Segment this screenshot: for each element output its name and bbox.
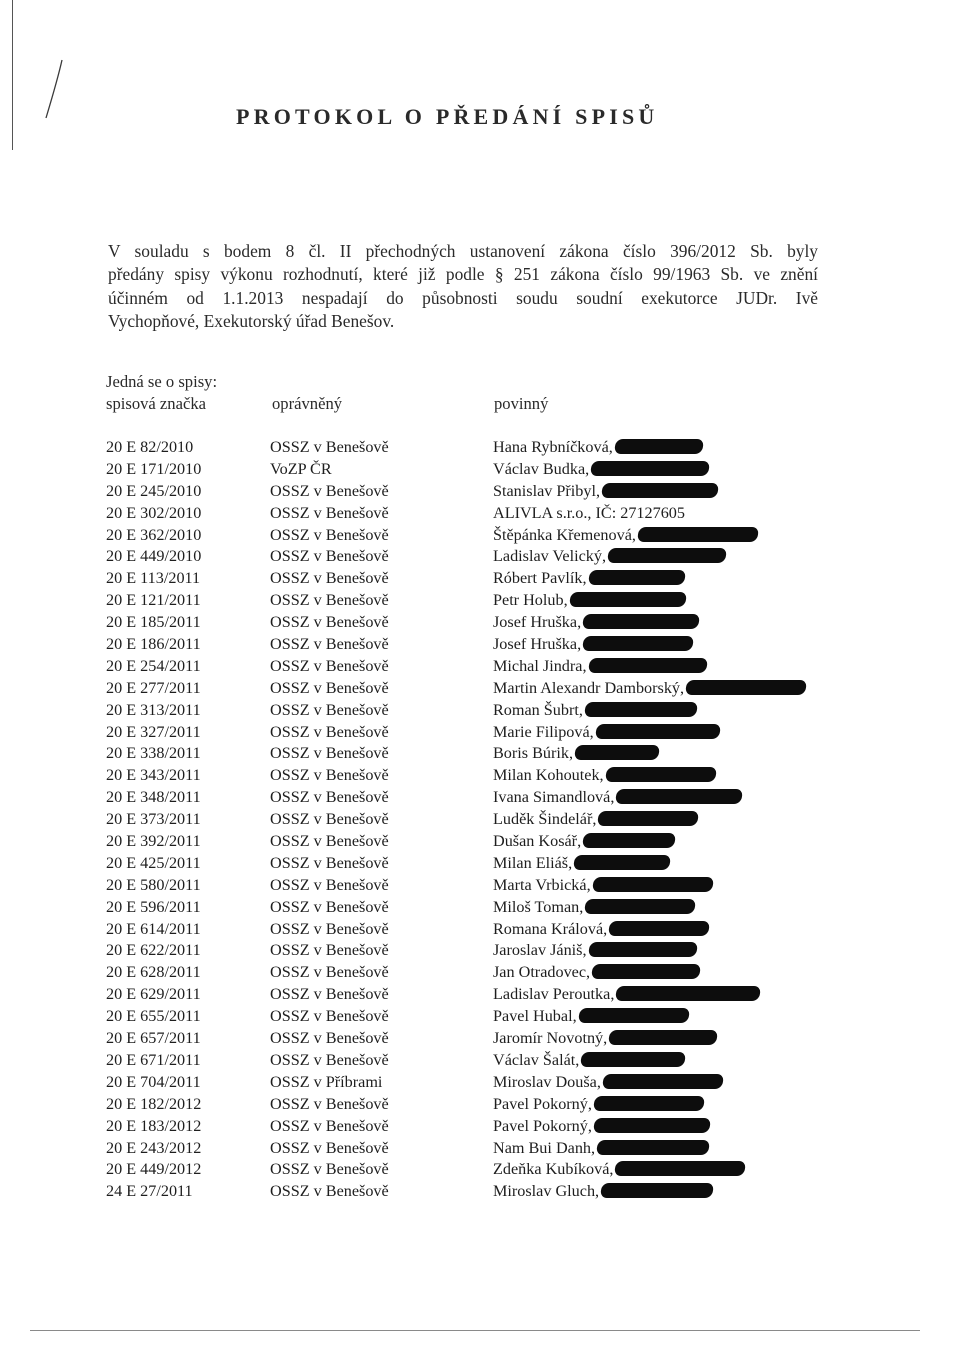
creditor-cell: OSSZ v Benešově <box>270 438 389 456</box>
case-number-cell: 20 E 186/2011 <box>106 635 201 654</box>
case-number-cell: 20 E 343/2011 <box>106 766 201 785</box>
redaction-mark <box>578 1008 690 1023</box>
creditor-cell: OSSZ v Benešově <box>270 635 389 654</box>
case-number-cell: 20 E 327/2011 <box>106 722 201 741</box>
case-number-cell: 20 E 373/2011 <box>106 810 201 829</box>
table-row <box>0 678 960 700</box>
redaction-mark <box>608 1030 718 1045</box>
redaction-mark <box>685 680 807 695</box>
case-number-cell: 20 E 183/2012 <box>106 1116 202 1135</box>
table-row <box>0 1050 960 1072</box>
creditor-cell: OSSZ v Benešově <box>270 1029 389 1048</box>
debtor-cell: Petr Holub, <box>493 590 686 612</box>
debtor-cell: Jan Otradovec, <box>493 962 700 984</box>
creditor-cell: OSSZ v Benešově <box>270 722 389 741</box>
scan-edge-line <box>12 0 13 150</box>
case-number-cell: 20 E 596/2011 <box>106 897 201 916</box>
creditor-cell: OSSZ v Benešově <box>270 1007 389 1026</box>
redaction-mark <box>582 833 676 848</box>
redaction-mark <box>584 899 696 914</box>
intro-line: V souladu s bodem 8 čl. II přechodných ustanovení zákona číslo 396/2012 Sb. byly <box>108 241 818 261</box>
debtor-cell: Miroslav Douša, <box>493 1072 723 1094</box>
creditor-cell: OSSZ v Benešově <box>270 875 389 894</box>
creditor-cell: OSSZ v Benešově <box>270 1116 389 1135</box>
case-number-cell: 20 E 302/2010 <box>106 503 202 522</box>
debtor-cell: Pavel Hubal, <box>493 1006 689 1028</box>
redaction-mark <box>595 724 721 739</box>
table-row <box>0 765 960 787</box>
redaction-mark <box>582 636 694 651</box>
table-row <box>0 984 960 1006</box>
table-row <box>0 546 960 568</box>
redaction-mark <box>587 570 685 585</box>
redaction-mark <box>605 767 717 782</box>
redaction-mark <box>615 986 761 1001</box>
case-number-cell: 20 E 254/2011 <box>106 656 201 675</box>
table-row <box>0 1159 960 1181</box>
redaction-mark <box>574 745 660 760</box>
table-row <box>0 634 960 656</box>
creditor-cell: VoZP ČR <box>270 459 332 478</box>
case-number-cell: 20 E 704/2011 <box>106 1072 201 1091</box>
redaction-mark <box>592 877 714 892</box>
case-number-cell: 20 E 82/2010 <box>106 438 194 456</box>
redaction-mark <box>573 855 671 870</box>
creditor-cell: OSSZ v Benešově <box>270 547 389 566</box>
table-row <box>0 1181 960 1203</box>
creditor-cell: OSSZ v Benešově <box>270 897 389 916</box>
creditor-cell: OSSZ v Benešově <box>270 503 389 522</box>
case-number-cell: 20 E 622/2011 <box>106 941 201 960</box>
debtor-cell: Milan Eliáš, <box>493 853 670 875</box>
creditor-cell: OSSZ v Příbrami <box>270 1072 383 1091</box>
redaction-mark <box>600 1183 714 1198</box>
redaction-mark <box>601 483 719 498</box>
case-number-cell: 20 E 348/2011 <box>106 788 201 807</box>
debtor-cell: Josef Hruška, <box>493 634 693 656</box>
debtor-cell: Miroslav Gluch, <box>493 1181 713 1203</box>
creditor-cell: OSSZ v Benešově <box>270 1182 389 1201</box>
table-row <box>0 722 960 744</box>
table-row <box>0 612 960 634</box>
table-row <box>0 459 960 481</box>
list-lead-text: Jedná se o spisy: <box>106 372 218 391</box>
handwritten-slash-mark <box>44 58 66 120</box>
case-number-cell: 20 E 425/2011 <box>106 853 201 872</box>
creditor-cell: OSSZ v Benešově <box>270 525 389 544</box>
creditor-cell: OSSZ v Benešově <box>270 766 389 785</box>
table-row <box>0 1072 960 1094</box>
case-number-cell: 20 E 449/2010 <box>106 547 202 566</box>
debtor-cell: Václav Budka, <box>493 459 709 481</box>
creditor-cell: OSSZ v Benešově <box>270 613 389 632</box>
creditor-cell: OSSZ v Benešově <box>270 941 389 960</box>
debtor-cell: Ivana Simandlová, <box>493 787 742 809</box>
footer-rule <box>30 1330 920 1331</box>
creditor-cell: OSSZ v Benešově <box>270 985 389 1004</box>
case-number-cell: 20 E 245/2010 <box>106 481 202 500</box>
debtor-cell: ALIVLA s.r.o., IČ: 27127605 <box>493 503 685 522</box>
case-number-cell: 20 E 671/2011 <box>106 1050 201 1069</box>
case-number-cell: 20 E 171/2010 <box>106 459 202 478</box>
redaction-mark <box>584 702 698 717</box>
table-row <box>0 525 960 547</box>
debtor-cell: Jaroslav Jániš, <box>493 940 697 962</box>
redaction-mark <box>582 614 700 629</box>
debtor-cell: Václav Šalát, <box>493 1050 685 1072</box>
case-number-cell: 20 E 628/2011 <box>106 963 201 982</box>
debtor-cell: Štěpánka Křemenová, <box>493 525 758 547</box>
redaction-mark <box>580 1052 686 1067</box>
case-number-cell: 20 E 614/2011 <box>106 919 201 938</box>
redaction-mark <box>614 1161 746 1176</box>
case-number-cell: 20 E 243/2012 <box>106 1138 202 1157</box>
case-number-cell: 20 E 313/2011 <box>106 700 201 719</box>
debtor-cell: Róbert Pavlík, <box>493 568 685 590</box>
debtor-cell: Jaromír Novotný, <box>493 1028 717 1050</box>
column-header-creditor: oprávněný <box>272 394 343 413</box>
debtor-cell: Miloš Toman, <box>493 897 695 919</box>
table-row <box>0 853 960 875</box>
creditor-cell: OSSZ v Benešově <box>270 678 389 697</box>
intro-line: Vychopňové, Exekutorský úřad Benešov. <box>108 311 395 332</box>
debtor-cell: Boris Búrik, <box>493 743 659 765</box>
redaction-mark <box>591 964 701 979</box>
table-row <box>0 1116 960 1138</box>
creditor-cell: OSSZ v Benešově <box>270 963 389 982</box>
redaction-mark <box>637 527 759 542</box>
table-row <box>0 962 960 984</box>
redaction-mark <box>596 1140 710 1155</box>
intro-paragraph <box>108 240 818 334</box>
table-row <box>0 1138 960 1160</box>
redaction-mark <box>602 1074 724 1089</box>
creditor-cell: OSSZ v Benešově <box>270 1050 389 1069</box>
redaction-mark <box>597 811 699 826</box>
debtor-cell: Marta Vrbická, <box>493 875 713 897</box>
case-number-cell: 20 E 113/2011 <box>106 569 201 588</box>
debtor-cell: Martin Alexandr Damborský, <box>493 678 806 700</box>
redaction-mark <box>593 1118 711 1133</box>
case-number-cell: 20 E 449/2012 <box>106 1160 202 1179</box>
debtor-cell: Marie Filipová, <box>493 722 720 744</box>
table-row <box>0 809 960 831</box>
debtor-cell: Zdeňka Kubíková, <box>493 1159 745 1181</box>
creditor-cell: OSSZ v Benešově <box>270 1160 389 1179</box>
creditor-cell: OSSZ v Benešově <box>270 810 389 829</box>
redaction-mark <box>608 921 710 936</box>
table-row <box>0 503 960 525</box>
redaction-mark <box>569 592 687 607</box>
debtor-cell: Ladislav Velický, <box>493 546 726 568</box>
table-row <box>0 787 960 809</box>
redaction-mark <box>590 461 710 476</box>
case-number-cell: 20 E 657/2011 <box>106 1029 201 1048</box>
case-number-cell: 20 E 182/2012 <box>106 1094 202 1113</box>
case-number-cell: 20 E 185/2011 <box>106 613 201 632</box>
document-title: PROTOKOL O PŘEDÁNÍ SPISŮ <box>236 104 659 129</box>
creditor-cell: OSSZ v Benešově <box>270 788 389 807</box>
redaction-mark <box>615 789 743 804</box>
case-number-cell: 20 E 121/2011 <box>106 591 201 610</box>
debtor-cell: Dušan Kosář, <box>493 831 675 853</box>
creditor-cell: OSSZ v Benešově <box>270 919 389 938</box>
case-number-cell: 20 E 629/2011 <box>106 985 201 1004</box>
table-row <box>0 590 960 612</box>
debtor-cell: Nam Bui Danh, <box>493 1138 709 1160</box>
table-row <box>0 1028 960 1050</box>
case-table <box>0 437 960 1203</box>
redaction-mark <box>607 548 727 563</box>
case-number-cell: 20 E 392/2011 <box>106 832 201 851</box>
case-number-cell: 20 E 655/2011 <box>106 1007 201 1026</box>
debtor-cell: Luděk Šindelář, <box>493 809 698 831</box>
case-number-cell: 20 E 362/2010 <box>106 525 202 544</box>
redaction-mark <box>614 439 704 454</box>
creditor-cell: OSSZ v Benešově <box>270 591 389 610</box>
intro-line: předány spisy výkonu rozhodnutí, které již podle § 251 zákona číslo 99/1963 Sb. ve znění <box>108 264 818 285</box>
column-header-debtor: povinný <box>494 394 549 413</box>
debtor-cell: Roman Šubrt, <box>493 700 697 722</box>
case-number-cell: 24 E 27/2011 <box>106 1182 193 1201</box>
creditor-cell: OSSZ v Benešově <box>270 656 389 675</box>
creditor-cell: OSSZ v Benešově <box>270 481 389 500</box>
table-row <box>0 437 960 459</box>
table-row <box>0 875 960 897</box>
redaction-mark <box>587 658 707 673</box>
intro-line: účinném od 1.1.2013 nespadají do působnosti soudu soudní exekutorce JUDr. Ivě <box>108 287 818 308</box>
creditor-cell: OSSZ v Benešově <box>270 1138 389 1157</box>
table-row <box>0 700 960 722</box>
table-row <box>0 481 960 503</box>
table-row <box>0 831 960 853</box>
creditor-cell: OSSZ v Benešově <box>270 569 389 588</box>
creditor-cell: OSSZ v Benešově <box>270 700 389 719</box>
debtor-cell: Michal Jindra, <box>493 656 707 678</box>
table-row <box>0 743 960 765</box>
case-number-cell: 20 E 277/2011 <box>106 678 201 697</box>
table-row <box>0 1006 960 1028</box>
table-row <box>0 897 960 919</box>
debtor-cell: Romana Králová, <box>493 919 709 941</box>
redaction-mark <box>587 942 697 957</box>
case-number-cell: 20 E 580/2011 <box>106 875 201 894</box>
table-row <box>0 568 960 590</box>
debtor-cell: Pavel Pokorný, <box>493 1116 710 1138</box>
table-row <box>0 919 960 941</box>
debtor-cell: Hana Rybníčková, <box>493 437 703 459</box>
creditor-cell: OSSZ v Benešově <box>270 832 389 851</box>
creditor-cell: OSSZ v Benešově <box>270 853 389 872</box>
case-number-cell: 20 E 338/2011 <box>106 744 201 763</box>
creditor-cell: OSSZ v Benešově <box>270 1094 389 1113</box>
table-row <box>0 1094 960 1116</box>
table-row <box>0 656 960 678</box>
debtor-cell: Ladislav Peroutka, <box>493 984 760 1006</box>
debtor-cell: Milan Kohoutek, <box>493 765 716 787</box>
debtor-cell: Josef Hruška, <box>493 612 699 634</box>
debtor-cell: Stanislav Přibyl, <box>493 481 718 503</box>
table-row <box>0 940 960 962</box>
debtor-cell: Pavel Pokorný, <box>493 1094 704 1116</box>
column-header-case-number: spisová značka <box>106 394 206 413</box>
redaction-mark <box>593 1096 705 1111</box>
creditor-cell: OSSZ v Benešově <box>270 744 389 763</box>
